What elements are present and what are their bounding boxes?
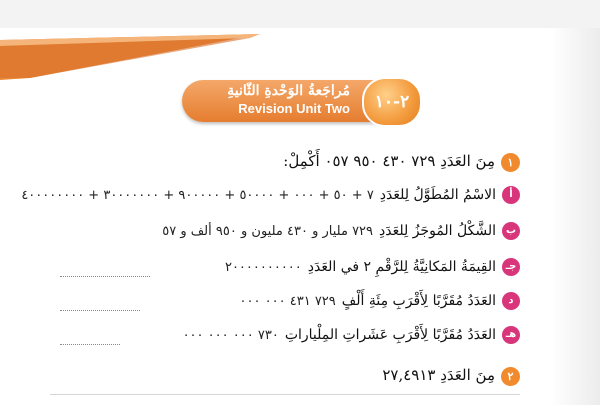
list-item bbox=[240, 292, 520, 316]
list-item bbox=[21, 186, 520, 210]
unit-title-arabic: مُراجَعةُ الوَحْدةِ الثّانيةِ bbox=[227, 83, 350, 99]
question-2-heading bbox=[382, 366, 520, 386]
handwritten-answer: ٢٠٠٠٠٠٠٠٠٠٠ bbox=[224, 260, 302, 275]
answer-dotted-line bbox=[60, 300, 140, 311]
list-item bbox=[225, 258, 520, 282]
question-1-prompt: مِنَ العَدَدِ ٧٢٩ ٤٣٠ ٩٥٠ ٠٥٧ أَكْمِلْ: bbox=[283, 152, 495, 170]
item-marker: أ bbox=[502, 186, 520, 204]
answer-dotted-line bbox=[60, 266, 150, 277]
list-item bbox=[162, 222, 520, 246]
unit-number-badge: ٢-١٠ bbox=[362, 77, 422, 127]
question-2-prompt: مِنَ العَدَدِ ٢٧,٤٩١٣ bbox=[382, 366, 495, 384]
question-1-heading bbox=[283, 152, 520, 172]
unit-title-badge bbox=[182, 80, 420, 122]
item-marker: د bbox=[502, 292, 520, 310]
item-marker: جـ bbox=[502, 258, 520, 276]
item-text: الشَّكْلُ المُوجَزُ لِلعَدَدِ bbox=[379, 223, 496, 239]
handwritten-answer: ٧٢٩ ٤٣١ ٠٠٠ ٠٠٠ bbox=[239, 294, 336, 309]
question-number-1: ١ bbox=[501, 153, 520, 172]
item-text: الاسْمُ المُطَوَّلُ لِلعَدَدِ bbox=[379, 187, 496, 203]
item-text: العَدَدُ مُقَرَّبًا لِأَقْرَبِ مِئَةِ أَلْفٍ bbox=[341, 293, 496, 309]
handwritten-answer: ٧٢٩ مليار و ٤٣٠ مليون و ٩٥٠ ألف و ٥٧ bbox=[162, 224, 374, 239]
list-item bbox=[183, 326, 520, 350]
unit-title-english: Revision Unit Two bbox=[238, 101, 350, 116]
answer-dotted-line bbox=[60, 334, 120, 345]
item-text: القِيمَةُ المَكانِيَّةُ لِلرَّقْمِ ٢ في العَدَدِ bbox=[307, 259, 496, 275]
item-text: العَدَدُ مُقَرَّبًا لِأَقْرَبِ عَشَراتِ المِلْياراتِ bbox=[284, 327, 496, 343]
item-marker: ب bbox=[502, 222, 520, 240]
question-number-2: ٢ bbox=[501, 367, 520, 386]
handwritten-answer: ٧ + ٥٠ + ٠٠٠ + ٥٠٠٠٠ + ٩٠٠٠٠٠ + ٣٠٠٠٠٠٠٠ + ٤٠٠٠٠٠٠٠٠ bbox=[21, 188, 374, 203]
handwritten-answer: ٧٣٠ ٠٠٠ ٠٠٠ ٠٠٠ bbox=[182, 328, 279, 343]
corner-decoration bbox=[0, 0, 300, 80]
cropped-next-line bbox=[50, 394, 520, 409]
item-marker: هـ bbox=[502, 326, 520, 344]
page-edge-shadow bbox=[550, 28, 600, 405]
